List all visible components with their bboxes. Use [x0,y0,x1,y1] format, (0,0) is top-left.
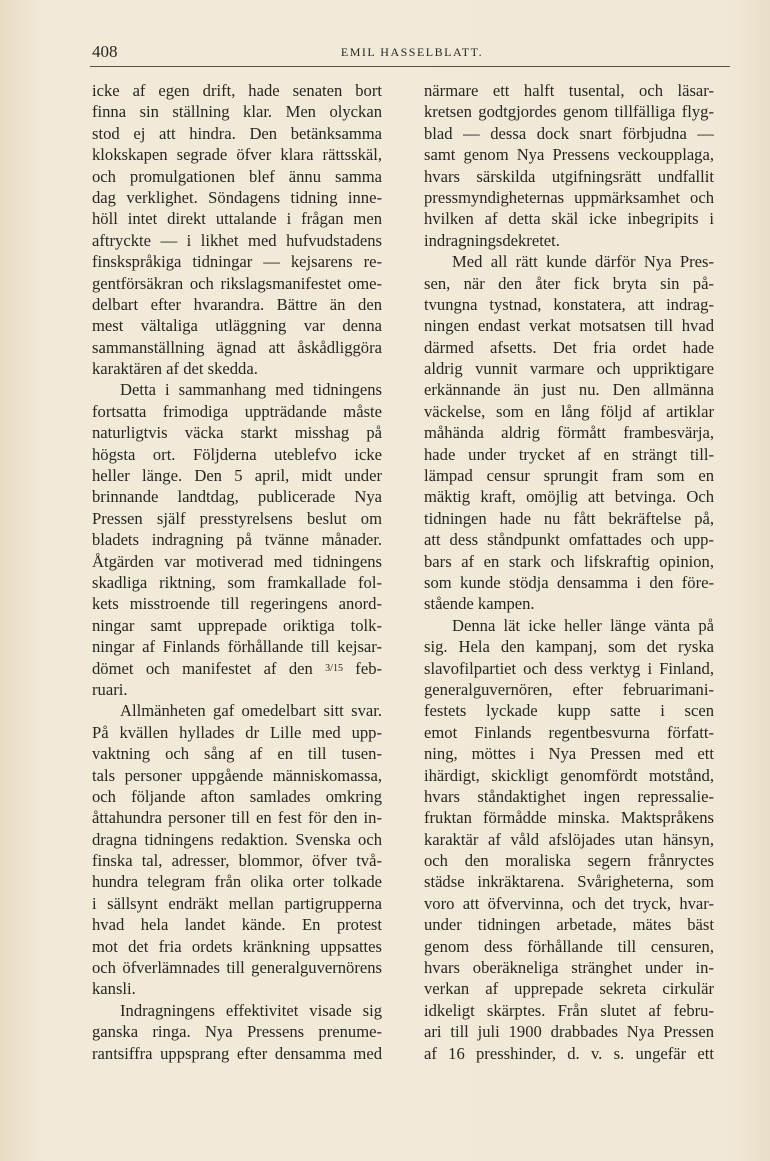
text-line: Med all rätt kunde därför Nya Pres- [452,252,714,272]
text-line: slavofilpartiet och dess verktyg i Finland, [424,658,714,678]
text-line: af 16 presshinder, d. v. s. ungefär ett [424,1043,714,1063]
right-column [424,80,714,1064]
text-line: Denna lät icke heller länge vänta på [452,615,714,635]
text-line: kretsen godtgjordes genom tillfälliga flyg- [424,102,714,122]
text-line: verkan af upprepade sekreta cirkulär [424,979,714,999]
text-line: blad — dessa dock snart förbjudna — [424,123,714,143]
text-line: hade under trycket af en strängt till- [424,444,714,464]
text-line: finna sin ställning klar. Men olyckan [92,102,382,122]
text-line: heller länge. Den 5 april, midt under [92,466,382,486]
text-line: emot Finlands regentbesvurna författ- [424,722,714,742]
text-line: ningar samt upprepade oriktiga tolk- [92,615,382,635]
text-line: rantsiffra uppsprang efter densamma med [92,1043,382,1063]
text-line: städse inkräktarena. Svårigheterna, som [424,872,714,892]
date-fraction: 3/15 [325,662,343,674]
text-line: aftryckte — i likhet med hufvudstadens [92,230,382,250]
text-line: indragningsdekretet. [424,230,560,250]
text-line: närmare ett halft tusental, och läsar- [424,81,714,100]
header-rule [90,66,730,67]
text-line: ari till juli 1900 drabbades Nya Pressen [424,1022,714,1042]
text-line: delbart efter hvarandra. Bättre än den [92,294,382,314]
text-line [92,658,382,679]
text-line: sammanställning ägnad att åskådliggöra [92,337,382,357]
text-line: klokskapen segrade öfver klara rättsskäl, [92,145,382,165]
text-line: På kvällen hyllades dr Lille med upp- [92,722,382,742]
text-line: Åtgärden var motiverad med tidningens [92,551,382,571]
fraction-numerator: 3 [325,662,331,674]
text-line: brinnande landtdag, publicerade Nya [92,487,382,507]
text-line: och öfverlämnades till generalguvernörens [92,958,382,978]
page-number: 408 [92,42,118,61]
text-line: stående kampen. [424,594,535,614]
text-line: hvars ståndaktighet ingen repressalie- [424,786,714,806]
text-line: pressmyndigheternas uppmärksamhet och [424,187,714,207]
text-line: ningar af Finlands förhållande till kejsar- [92,637,382,657]
text-line: samt genom Nya Pressens veckoupplaga, [424,145,714,165]
text-line: karaktär af våld afslöjades utan hänsyn, [424,829,714,849]
text-line: under tidningen arbetade, mätes bäst [424,915,714,935]
text-line: hvilken af detta skäl icke inbegripits i [424,209,714,229]
text-line: ihärdigt, skickligt genomfördt motstånd, [424,765,714,785]
text-line: hvars oberäkneliga stränghet under in- [424,958,714,978]
text-line: stod ej att hindra. Den betänksamma [92,123,382,143]
text-line: bladets indragning på tvänne månader. [92,530,382,550]
text-line: Allmänheten gaf omedelbart sitt svar. [120,701,382,721]
text-line: och den moraliska segern frånryctes [424,851,714,871]
text-line: gentförsäkran och rikslagsmanifestet ome- [92,273,382,293]
text-line: därmed afsetts. Det fria ordet hade [424,337,714,357]
text-line: i sällsynt endräkt mellan partigrupperna [92,893,382,913]
text-line: högsta ort. Följderna uteblefvo icke [92,444,382,464]
text-line: mest vältaliga utläggning var denna [92,316,382,336]
text-line: mäktig kraft, omöjlig att betvinga. Och [424,487,714,507]
text-line: bars af en stark och lifskraftig opinion, [424,551,714,571]
text-line: karaktären af det skedda. [92,359,258,379]
text-line: sen, när den åter fick bryta sin på- [424,273,714,293]
text-line: Detta i sammanhang med tidningens [120,380,382,400]
text-line: åttahundra personer till en fest för den in- [92,808,382,828]
line-text: dömet och manifestet af den [92,658,313,678]
left-column [92,80,382,1064]
text-line: idkeligt skärptes. Från slutet af febru- [424,1000,714,1020]
text-line: aldrig vunnit varmare och uppriktigare [424,359,714,379]
text-line: fortsatta frimodiga uppträdande måste [92,401,382,421]
text-line: sig. Hela den kampanj, som det ryska [424,637,714,657]
text-line: fruktan förmådde minska. Maktspråkens [424,808,714,828]
text-line: kets misstroende till regeringens anord- [92,594,382,614]
text-line: vaktning och sång af en till tusen- [92,744,382,764]
text-line: erkännande än just nu. Den allmänna [424,380,714,400]
text-line: tidningen hade nu fått bekräftelse på, [424,508,714,528]
text-line: dragna tidningens redaktion. Svenska och [92,829,382,849]
text-line: festets lyckade kupp satte i scen [424,701,714,721]
text-line: hvars särskilda utgifningsrätt undfallit [424,166,714,186]
line-text: feb- [355,658,383,678]
text-line: ruari. [92,679,128,699]
text-line: icke af egen drift, hade senaten bort [92,81,382,100]
text-line: ganska ringa. Nya Pressens prenume- [92,1022,382,1042]
text-line: finska tal, adresser, blommor, öfver två- [92,851,382,871]
text-line: lämpad censur sprungit fram som en [424,466,714,486]
text-line: naturligtvis väcka starkt misshag på [92,423,382,443]
text-line: hvad hela landet kände. En protest [92,915,382,935]
text-line: voro att öfvervinna, och det tryck, hvar- [424,893,714,913]
text-line: som kunde stödja densamma i den före- [424,572,714,592]
text-line: och promulgationen blef ännu samma [92,166,382,186]
text-line: genom dess förhållande till censuren, [424,936,714,956]
text-line: ning, möttes i Nya Pressen med ett [424,744,714,764]
text-line: finskspråkiga tidningar — kejsarens re- [92,252,382,272]
text-line: generalguvernören, efter februarimani- [424,679,714,699]
text-line: höll intet direkt uttalande i frågan men [92,209,382,229]
text-line: kansli. [92,979,136,999]
text-line: hundra telegram från olika orter tolkade [92,872,382,892]
text-line: och följande afton samlades omkring [92,786,382,806]
text-line: dag verklighet. Söndagens tidning inne- [92,187,382,207]
text-line: skadliga riktning, som framkallade fol- [92,572,382,592]
fraction-denominator: 15 [332,662,343,674]
page-header [92,42,732,64]
text-line: ningen endast verkat motsatsen till hvad [424,316,714,336]
text-line: mot det fria ordets kränkning uppsattes [92,936,382,956]
text-line: tvungna tystnad, konstatera, att indrag- [424,294,714,314]
text-line: måhända aldrig förmått frambesvärja, [424,423,714,443]
text-line: tals personer uppgående människomassa, [92,765,382,785]
running-head: EMIL HASSELBLATT. [340,45,484,59]
text-line: väckelse, som en lång följd af artiklar [424,401,714,421]
text-line: Indragningens effektivitet visade sig [120,1000,382,1020]
text-line: att dess ståndpunkt omfattades och upp- [424,530,714,550]
text-line: Pressen själf presstyrelsens beslut om [92,508,382,528]
